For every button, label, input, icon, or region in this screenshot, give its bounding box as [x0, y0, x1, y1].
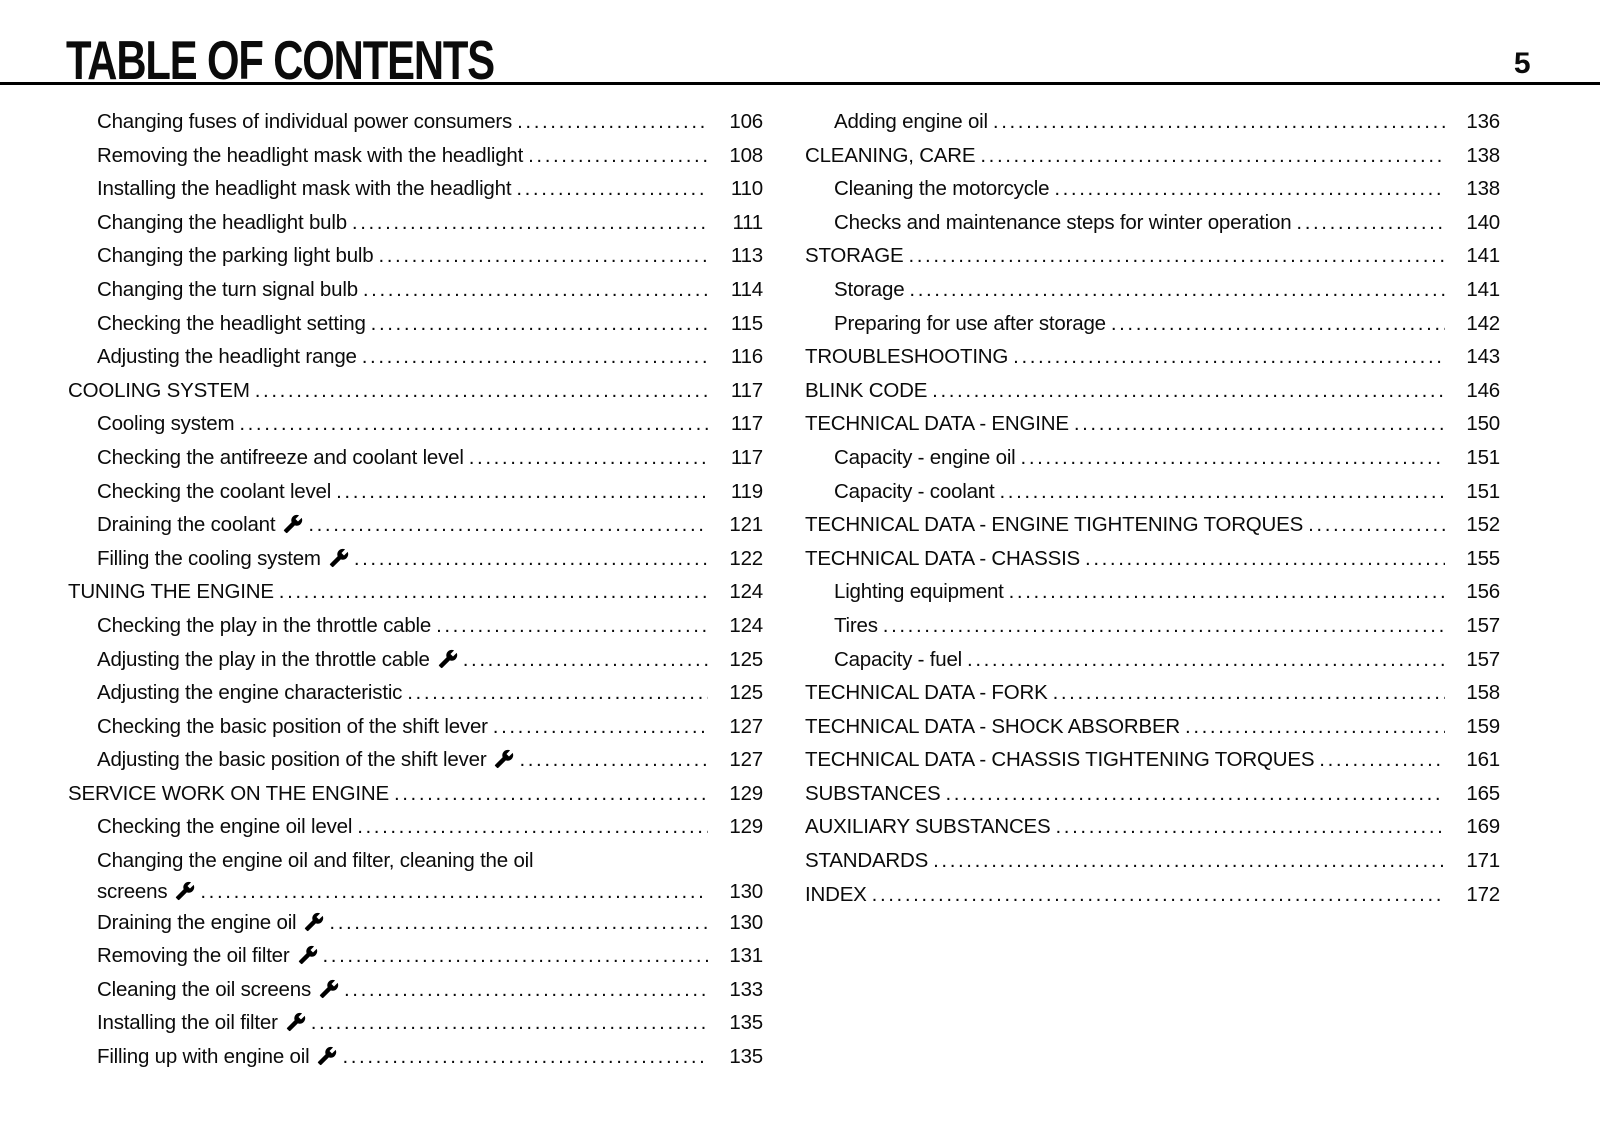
- toc-entry: [68, 906, 763, 940]
- toc-entry-label: Changing the engine oil and filter, cleaning the oil: [97, 849, 534, 873]
- toc-entry-label: TECHNICAL DATA - ENGINE TIGHTENING TORQUES: [805, 513, 1304, 537]
- toc-entry: [805, 105, 1500, 139]
- toc-page-number: 114: [730, 277, 763, 301]
- toc-entry: [68, 508, 763, 542]
- toc-leader-dots: [1056, 810, 1445, 844]
- toc-entry-label: BLINK CODE: [805, 378, 928, 402]
- toc-leader-dots: [342, 1040, 708, 1074]
- toc-page-number: 146: [1466, 378, 1500, 402]
- toc-entry: [68, 1006, 763, 1040]
- toc-entry: [805, 508, 1500, 542]
- toc-entry-label: TECHNICAL DATA - CHASSIS TIGHTENING TORQUES: [805, 748, 1315, 772]
- toc-entry-label: Storage: [834, 277, 905, 301]
- toc-leader-dots: [357, 810, 708, 844]
- toc-leader-dots: [344, 973, 708, 1007]
- toc-page-number: 127: [729, 714, 763, 738]
- toc-entry-label: TECHNICAL DATA - CHASSIS: [805, 546, 1081, 570]
- toc-page-number: 127: [729, 748, 763, 772]
- toc-entry-label: Capacity - fuel: [834, 647, 963, 671]
- toc-leader-dots: [239, 407, 708, 441]
- toc-entry-label: STANDARDS: [805, 849, 929, 873]
- toc-entry: [68, 239, 763, 273]
- toc-leader-dots: [1308, 508, 1445, 542]
- toc-page-number: 116: [730, 345, 763, 369]
- toc-page-number: 129: [729, 815, 763, 839]
- toc-leader-dots: [378, 239, 708, 273]
- toc-page-number: 131: [729, 944, 763, 968]
- toc-entry-label: Adjusting the headlight range: [97, 345, 357, 369]
- toc-entry: [805, 878, 1500, 912]
- toc-entry: [68, 206, 763, 240]
- toc-leader-dots: [1074, 407, 1445, 441]
- toc-entry: [68, 743, 763, 777]
- toc-page-number: 110: [730, 177, 763, 201]
- toc-entry-label: Changing the turn signal bulb: [97, 277, 358, 301]
- toc-page-number: 125: [729, 647, 763, 671]
- toc-leader-dots: [394, 777, 708, 811]
- wrench-icon: [175, 881, 195, 901]
- toc-entry: [68, 172, 763, 206]
- toc-page-number: 151: [1466, 445, 1500, 469]
- toc-leader-dots: [980, 139, 1445, 173]
- toc-page-number: 106: [729, 110, 763, 133]
- toc-page-number: 121: [729, 513, 763, 537]
- toc-entry-label: Lighting equipment: [834, 580, 1004, 604]
- toc-leader-dots: [517, 105, 708, 139]
- toc-leader-dots: [308, 508, 708, 542]
- toc-entry: [68, 307, 763, 341]
- toc-page-number: 138: [1466, 143, 1500, 167]
- toc-leader-dots: [528, 139, 708, 173]
- toc-page-number: 111: [732, 210, 763, 234]
- toc-entry-label: Removing the headlight mask with the headlight: [97, 143, 524, 167]
- toc-column-1: [68, 105, 763, 1074]
- toc-entry-label: TROUBLESHOOTING: [805, 345, 1009, 369]
- toc-leader-dots: [932, 374, 1445, 408]
- toc-leader-dots: [329, 906, 708, 940]
- toc-entry-label: TECHNICAL DATA - SHOCK ABSORBER: [805, 714, 1181, 738]
- toc-page-number: 136: [1466, 110, 1500, 133]
- toc-entry-label: Adjusting the engine characteristic: [97, 681, 403, 705]
- toc-entry-label: COOLING SYSTEM: [68, 378, 250, 402]
- toc-entry-label: Checking the play in the throttle cable: [97, 613, 432, 637]
- toc-page-number: 124: [729, 580, 763, 604]
- toc-entry-label: Checking the coolant level: [97, 479, 332, 503]
- toc-entry-label: Installing the oil filter: [97, 1011, 278, 1035]
- toc-entry-label: TECHNICAL DATA - ENGINE: [805, 412, 1069, 436]
- toc-entry: [805, 441, 1500, 475]
- toc-entry-label: Cleaning the motorcycle: [834, 177, 1050, 201]
- toc-entry: [805, 743, 1500, 777]
- toc-leader-dots: [352, 206, 708, 240]
- toc-entry-label: Capacity - coolant: [834, 479, 995, 503]
- toc-entry: [805, 810, 1500, 844]
- toc-entry-label: Removing the oil filter: [97, 944, 290, 968]
- toc-page-number: 155: [1466, 546, 1500, 570]
- toc-entry: [68, 1040, 763, 1074]
- toc-leader-dots: [1053, 676, 1445, 710]
- toc-leader-dots: [967, 643, 1445, 677]
- toc-page-number: 141: [1466, 277, 1500, 301]
- wrench-icon: [304, 912, 324, 932]
- wrench-icon: [319, 979, 339, 999]
- toc-page-number: 129: [729, 781, 763, 805]
- toc-leader-dots: [993, 105, 1445, 139]
- toc-entry: [805, 206, 1500, 240]
- toc-entry: [68, 710, 763, 744]
- toc-entry: [68, 542, 763, 576]
- toc-page-number: 117: [730, 445, 763, 469]
- toc-leader-dots: [279, 575, 708, 609]
- toc-entry: [68, 273, 763, 307]
- toc-leader-dots: [354, 542, 708, 576]
- wrench-icon: [494, 749, 514, 769]
- toc-entry-label: Changing fuses of individual power consumers: [97, 110, 513, 133]
- toc-entry-label: Filling the cooling system: [97, 546, 321, 570]
- toc-leader-dots: [999, 475, 1445, 509]
- toc-entry-label: AUXILIARY SUBSTANCES: [805, 815, 1051, 839]
- toc-leader-dots: [1296, 206, 1445, 240]
- toc-leader-dots: [1021, 441, 1445, 475]
- toc-leader-dots: [436, 609, 708, 643]
- toc-entry: [68, 777, 763, 811]
- toc-leader-dots: [909, 273, 1445, 307]
- toc-page-number: 165: [1466, 781, 1500, 805]
- wrench-icon: [298, 945, 318, 965]
- toc-leader-dots: [516, 172, 708, 206]
- toc-entry-label: INDEX: [805, 882, 867, 906]
- toc-page-number: 157: [1466, 613, 1500, 637]
- toc-leader-dots: [407, 676, 708, 710]
- toc-page-number: 156: [1466, 580, 1500, 604]
- toc-entry-label: STORAGE: [805, 244, 904, 268]
- toc-page-number: 152: [1466, 513, 1500, 537]
- toc-page-number: 133: [729, 977, 763, 1001]
- toc-leader-dots: [493, 710, 708, 744]
- toc-entry: [805, 676, 1500, 710]
- toc-entry-label: Checking the headlight setting: [97, 311, 366, 335]
- toc-leader-dots: [883, 609, 1445, 643]
- toc-entry-label: Adding engine oil: [834, 110, 988, 133]
- toc-entry: [68, 973, 763, 1007]
- toc-page-number: 169: [1466, 815, 1500, 839]
- toc-leader-dots: [1054, 172, 1445, 206]
- toc-entry: [805, 844, 1500, 878]
- toc-leader-dots: [362, 340, 708, 374]
- header-rule: [0, 82, 1600, 85]
- toc-page-number: 124: [729, 613, 763, 637]
- toc-entry-label: Tires: [834, 613, 878, 637]
- toc-leader-dots: [1013, 340, 1445, 374]
- toc-entry: [805, 542, 1500, 576]
- toc-page-number: 140: [1466, 210, 1500, 234]
- toc-entry-label: Installing the headlight mask with the headlight: [97, 177, 512, 201]
- toc-leader-dots: [1185, 710, 1445, 744]
- toc-page-number: 143: [1466, 345, 1500, 369]
- toc-entry: [68, 676, 763, 710]
- toc-leader-dots: [336, 475, 708, 509]
- toc-leader-dots: [463, 643, 708, 677]
- toc-entry-label: Cleaning the oil screens: [97, 977, 311, 1001]
- toc-page-number: 135: [729, 1045, 763, 1069]
- toc-entry: [68, 844, 763, 878]
- toc-page-number: 150: [1466, 412, 1500, 436]
- toc-entry: [68, 407, 763, 441]
- toc-leader-dots: [371, 307, 708, 341]
- toc-entry: [68, 374, 763, 408]
- toc-leader-dots: [519, 743, 708, 777]
- page-title: TABLE OF CONTENTS: [66, 29, 495, 91]
- toc-entry: [68, 643, 763, 677]
- toc-entry-label: Changing the parking light bulb: [97, 244, 374, 268]
- toc-entry-label: Checking the engine oil level: [97, 815, 353, 839]
- toc-entry-label: Checking the antifreeze and coolant level: [97, 445, 464, 469]
- toc-page-number: 113: [730, 244, 763, 268]
- toc-page-number: 142: [1466, 311, 1500, 335]
- toc-page-number: 130: [729, 879, 763, 903]
- toc-entry: [805, 609, 1500, 643]
- toc-entry: [805, 340, 1500, 374]
- wrench-icon: [317, 1046, 337, 1066]
- toc-entry-label: Checks and maintenance steps for winter operation: [834, 210, 1292, 234]
- toc-page-number: 108: [729, 143, 763, 167]
- toc-page-number: 117: [730, 412, 763, 436]
- toc-leader-dots: [1085, 542, 1445, 576]
- toc-page-number: 157: [1466, 647, 1500, 671]
- toc-entry: [805, 643, 1500, 677]
- toc-page-number: 117: [730, 378, 763, 402]
- toc-entry: [68, 609, 763, 643]
- toc-page-number: 119: [730, 479, 763, 503]
- toc-page-number: 135: [729, 1011, 763, 1035]
- toc-entry: [68, 105, 763, 139]
- toc-entry: [68, 810, 763, 844]
- toc-leader-dots: [311, 1006, 708, 1040]
- wrench-icon: [283, 514, 303, 534]
- toc-entry: [68, 878, 763, 906]
- toc-page-number: 122: [729, 546, 763, 570]
- toc-page-number: 130: [729, 910, 763, 934]
- toc-page-number: 159: [1466, 714, 1500, 738]
- toc-entry-label: Draining the coolant: [97, 513, 276, 537]
- toc-entry-label: Preparing for use after storage: [834, 311, 1106, 335]
- toc-entry: [805, 139, 1500, 173]
- toc-entry: [805, 273, 1500, 307]
- toc-entry: [805, 172, 1500, 206]
- toc-entry-label: Capacity - engine oil: [834, 445, 1016, 469]
- toc-entry: [805, 374, 1500, 408]
- toc-page-number: 115: [730, 311, 763, 335]
- toc-entry: [68, 340, 763, 374]
- toc-leader-dots: [363, 273, 708, 307]
- toc-entry-label: screens: [97, 879, 168, 903]
- toc-page-number: 151: [1466, 479, 1500, 503]
- toc-entry: [805, 710, 1500, 744]
- toc-page-number: 158: [1466, 681, 1500, 705]
- wrench-icon: [438, 649, 458, 669]
- toc-leader-dots: [1009, 575, 1445, 609]
- toc-entry-label: Adjusting the basic position of the shift lever: [97, 748, 487, 772]
- toc-columns: [68, 105, 1500, 1074]
- toc-page-number: 141: [1466, 244, 1500, 268]
- toc-entry-label: CLEANING, CARE: [805, 143, 976, 167]
- toc-entry-label: Draining the engine oil: [97, 910, 297, 934]
- wrench-icon: [286, 1012, 306, 1032]
- toc-leader-dots: [872, 878, 1445, 912]
- toc-entry-label: TUNING THE ENGINE: [68, 580, 274, 604]
- folio-page-number: 5: [1513, 47, 1530, 80]
- toc-entry: [805, 239, 1500, 273]
- toc-leader-dots: [255, 374, 708, 408]
- toc-entry-label: SUBSTANCES: [805, 781, 941, 805]
- toc-entry-label: Changing the headlight bulb: [97, 210, 347, 234]
- toc-leader-dots: [200, 878, 708, 906]
- toc-entry-label: Filling up with engine oil: [97, 1045, 310, 1069]
- toc-leader-dots: [945, 777, 1445, 811]
- toc-entry: [805, 777, 1500, 811]
- toc-page-number: 138: [1466, 177, 1500, 201]
- toc-leader-dots: [469, 441, 708, 475]
- toc-entry: [68, 441, 763, 475]
- toc-entry: [68, 475, 763, 509]
- toc-entry: [805, 475, 1500, 509]
- toc-page-number: 125: [729, 681, 763, 705]
- toc-leader-dots: [1319, 743, 1445, 777]
- wrench-icon: [329, 548, 349, 568]
- toc-page-number: 161: [1466, 748, 1500, 772]
- toc-entry-label: Cooling system: [97, 412, 235, 436]
- toc-entry-label: Checking the basic position of the shift lever: [97, 714, 488, 738]
- toc-entry-label: TECHNICAL DATA - FORK: [805, 681, 1048, 705]
- toc-entry: [68, 939, 763, 973]
- toc-entry-label: Adjusting the play in the throttle cable: [97, 647, 430, 671]
- toc-entry: [68, 139, 763, 173]
- toc-entry-label: SERVICE WORK ON THE ENGINE: [68, 781, 389, 805]
- toc-entry: [68, 575, 763, 609]
- toc-leader-dots: [323, 939, 708, 973]
- toc-entry: [805, 575, 1500, 609]
- toc-leader-dots: [908, 239, 1445, 273]
- toc-entry: [805, 407, 1500, 441]
- toc-page-number: 171: [1466, 849, 1500, 873]
- toc-column-2: [805, 105, 1500, 1074]
- toc-leader-dots: [1111, 307, 1445, 341]
- toc-entry: [805, 307, 1500, 341]
- toc-page-number: 172: [1466, 882, 1500, 906]
- toc-leader-dots: [933, 844, 1445, 878]
